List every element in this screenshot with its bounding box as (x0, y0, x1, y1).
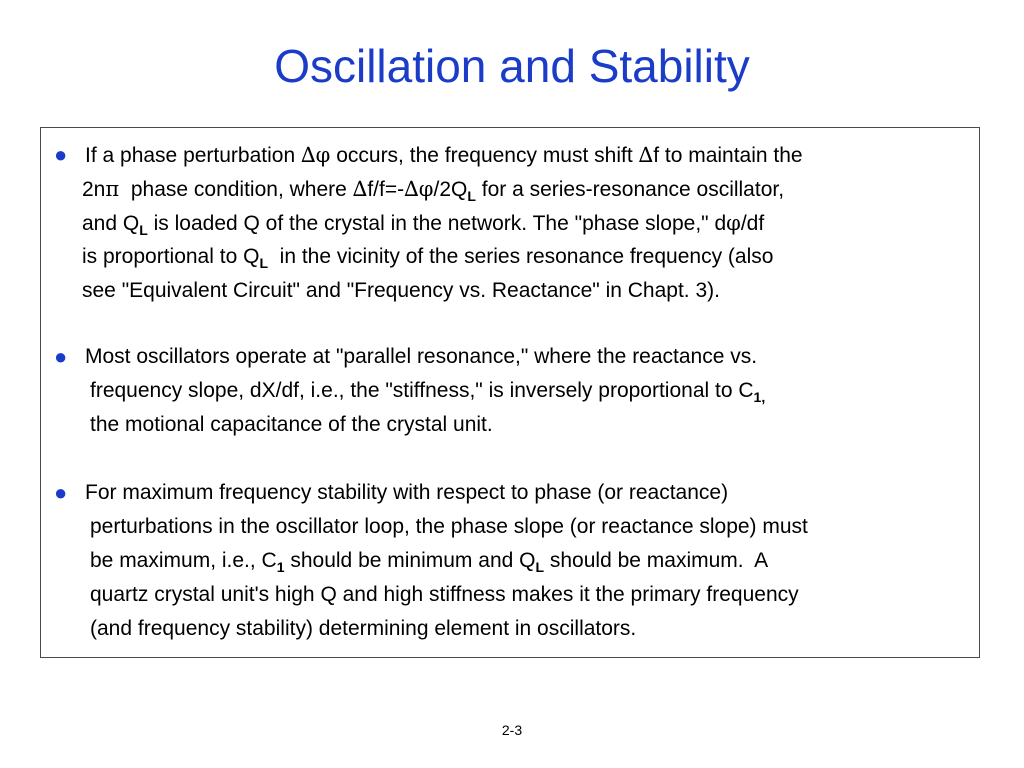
text-run: /df (740, 212, 765, 235)
text-run: be maximum, i.e., C (90, 549, 277, 572)
text-run: perturbations in the oscillator loop, the phase slope (or reactance slope) must (90, 515, 808, 538)
subscript: 1, (753, 389, 766, 405)
bullet-line (82, 240, 773, 274)
text-run: frequency slope, dX/df, i.e., the "stiffness," is inversely proportional to C (90, 379, 754, 402)
text-run: the motional capacitance of the crystal unit. (90, 413, 493, 436)
bullet-icon: ● (54, 480, 68, 505)
bullet-line (82, 274, 720, 308)
subscript: L (139, 222, 148, 238)
text-run: /2Q (433, 178, 468, 201)
text-run: (and frequency stability) determining element in oscillators. (90, 617, 637, 640)
text-run: in the vicinity of the series resonance frequency (also (268, 245, 774, 268)
content-box (40, 127, 980, 658)
text-run: for a series-resonance oscillator, (475, 178, 785, 201)
delta-symbol: ∆ (638, 143, 654, 167)
bullet-line (90, 544, 768, 578)
text-run: phase condition, where (119, 178, 353, 201)
bullet-line (90, 612, 636, 646)
text-run: If a phase perturbation (85, 144, 301, 167)
bullet-icon: ● (54, 142, 68, 167)
subscript: 1 (276, 559, 285, 575)
phi-symbol: φ (315, 143, 331, 167)
text-run: For maximum frequency stability with respect to phase (or reactance) (85, 481, 729, 504)
text-run: is proportional to Q (82, 245, 260, 268)
delta-symbol: ∆ (352, 177, 368, 201)
delta-symbol: ∆ (404, 177, 419, 201)
text-run: should be minimum and Q (284, 549, 536, 572)
bullet-line (90, 374, 765, 408)
text-run: quartz crystal unit's high Q and high stiffness makes it the primary frequency (90, 583, 799, 606)
delta-symbol: ∆ (300, 143, 316, 167)
bullet-line (90, 408, 493, 442)
text-run: 2n (82, 178, 106, 201)
pi-symbol: π (105, 177, 120, 201)
text-run: see "Equivalent Circuit" and "Frequency vs. Reactance" in Chapt. 3). (82, 279, 720, 302)
subscript: L (259, 255, 268, 271)
bullet-line (85, 476, 728, 510)
bullet-line (82, 206, 764, 241)
bullet-line (85, 138, 803, 173)
bullet-line (82, 172, 784, 207)
phi-symbol: φ (726, 211, 741, 235)
text-run: f/f=- (367, 178, 405, 201)
text-run: occurs, the frequency must shift (330, 144, 639, 167)
text-run: and Q (82, 212, 140, 235)
text-run: Most oscillators operate at "parallel resonance," where the reactance vs. (85, 345, 758, 368)
phi-symbol: φ (418, 177, 434, 201)
bullet-line (85, 340, 757, 374)
text-run: f to maintain the (653, 144, 803, 167)
slide-title: Oscillation and Stability (274, 40, 750, 92)
bullet-line (90, 510, 808, 544)
subscript: L (467, 188, 476, 204)
subscript: L (535, 559, 545, 575)
text-run: should be maximum. A (544, 549, 769, 572)
bullet-line (90, 578, 799, 612)
bullet-icon: ● (54, 344, 68, 369)
page-number: 2-3 (501, 722, 523, 738)
text-run: is loaded Q of the crystal in the network. The "phase slope," d (147, 212, 727, 235)
